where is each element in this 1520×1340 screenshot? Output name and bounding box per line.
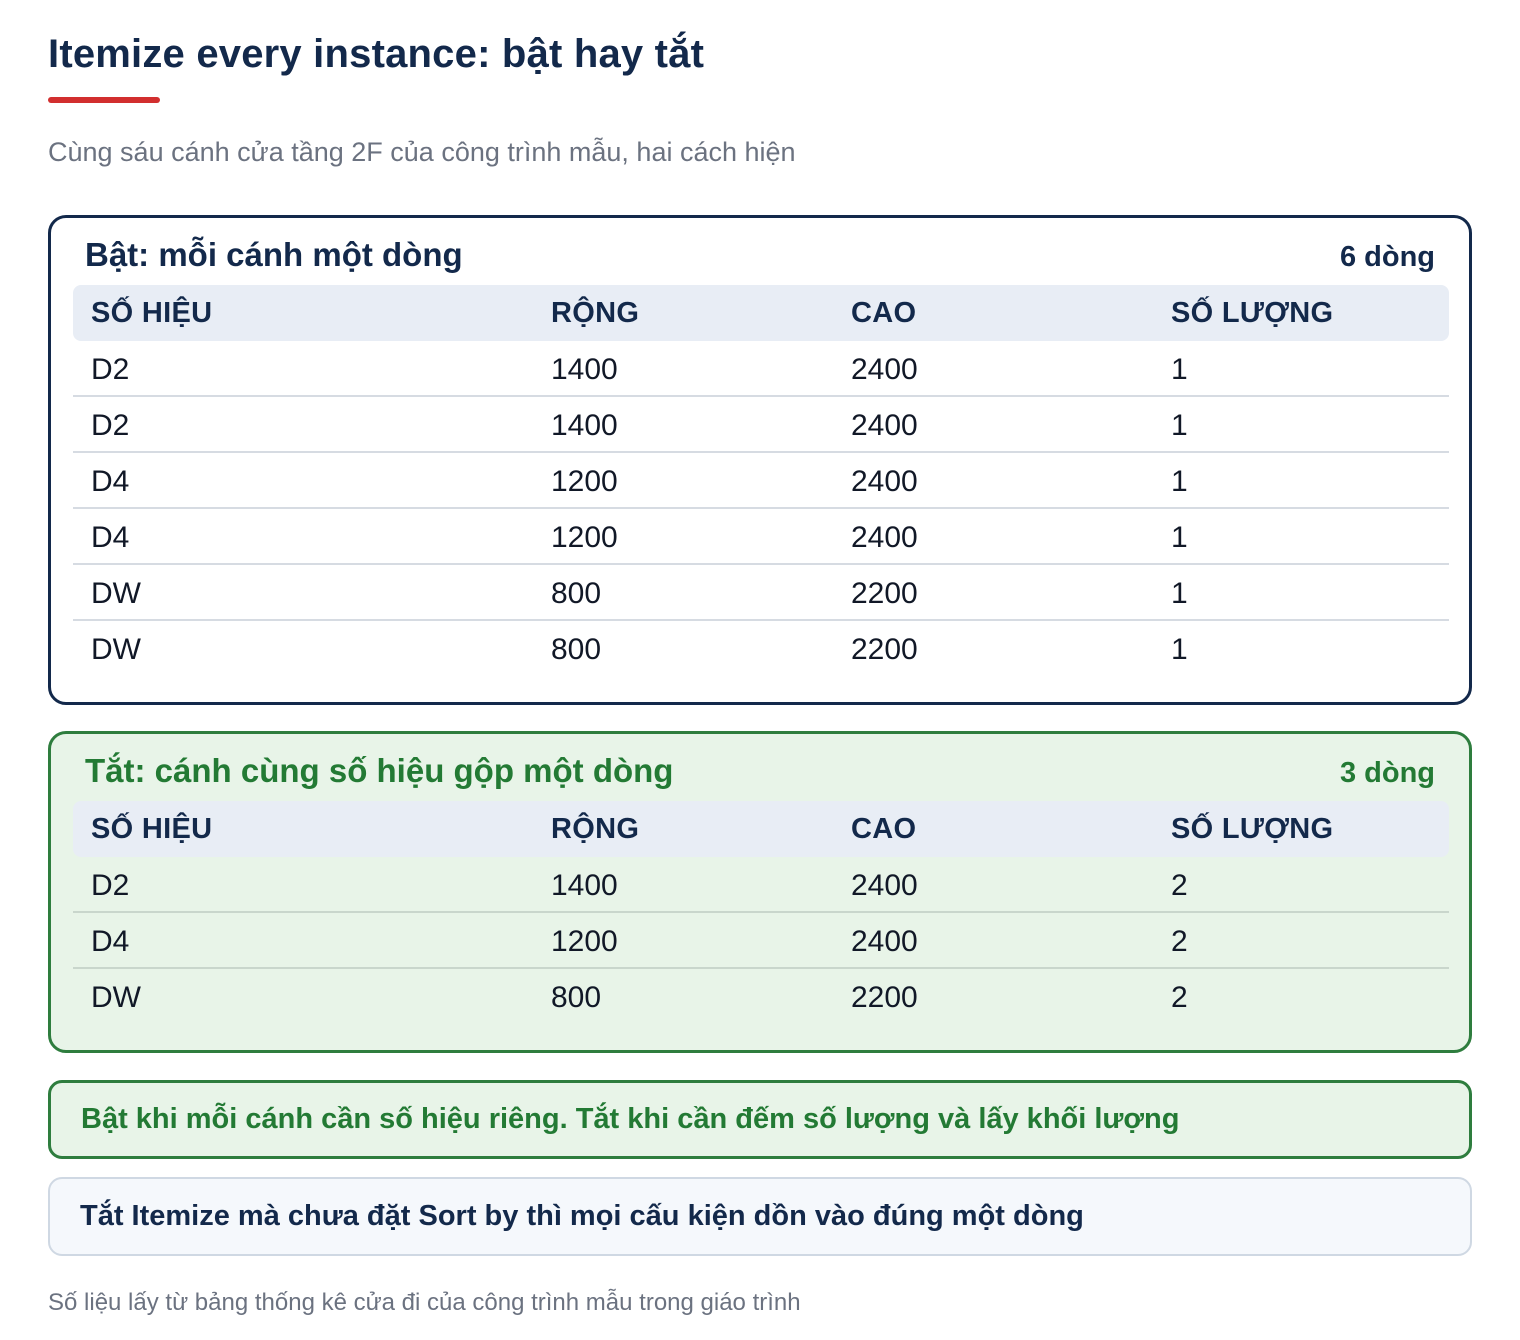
table-row [73, 857, 1449, 913]
cell-height: 2400 [851, 353, 918, 386]
table-row [73, 565, 1449, 621]
cell-count: 1 [1171, 353, 1188, 386]
table-row [73, 621, 1449, 677]
page-title: Itemize every instance: bật hay tắt [48, 32, 705, 76]
column-header-count: SỐ LƯỢNG [1171, 297, 1334, 329]
cell-height: 2400 [851, 869, 918, 902]
title-accent-bar [48, 97, 160, 103]
table-row [73, 397, 1449, 453]
cell-count: 2 [1171, 869, 1188, 902]
cell-height: 2400 [851, 521, 918, 554]
cell-width: 1200 [551, 925, 618, 958]
cell-height: 2400 [851, 465, 918, 498]
source-footnote: Số liệu lấy từ bảng thống kê cửa đi của công trình mẫu trong giáo trình [48, 1289, 801, 1316]
table-row [73, 913, 1449, 969]
cell-mark: DW [91, 633, 141, 666]
column-header-height: CAO [851, 297, 917, 329]
table-header [73, 801, 1449, 857]
cell-count: 1 [1171, 633, 1188, 666]
cell-width: 1200 [551, 465, 618, 498]
itemize-off-row-count: 3 dòng [1339, 757, 1435, 789]
cell-width: 800 [551, 577, 602, 610]
warning-note: Tắt Itemize mà chưa đặt Sort by thì mọi cấu kiện dồn vào đúng một dòng [48, 1177, 1472, 1256]
cell-mark: D2 [91, 409, 130, 442]
column-header-count: SỐ LƯỢNG [1171, 813, 1334, 845]
column-header-mark: SỐ HIỆU [91, 813, 213, 845]
page-subtitle: Cùng sáu cánh cửa tầng 2F của công trình mẫu, hai cách hiện [48, 137, 796, 167]
cell-width: 1400 [551, 353, 618, 386]
table-row [73, 509, 1449, 565]
cell-count: 2 [1171, 981, 1188, 1014]
column-header-mark: SỐ HIỆU [91, 297, 213, 329]
cell-width: 1400 [551, 409, 618, 442]
table-row [73, 969, 1449, 1025]
cell-count: 1 [1171, 577, 1188, 610]
usage-tip-note: Bật khi mỗi cánh cần số hiệu riêng. Tắt khi cần đếm số lượng và lấy khối lượng [48, 1080, 1472, 1159]
table-header [73, 285, 1449, 341]
cell-width: 800 [551, 981, 602, 1014]
cell-width: 800 [551, 633, 602, 666]
itemize-off-title: Tắt: cánh cùng số hiệu gộp một dòng [85, 752, 674, 789]
itemize-on-header [85, 234, 1435, 276]
cell-mark: DW [91, 981, 141, 1014]
cell-width: 1200 [551, 521, 618, 554]
cell-mark: D4 [91, 521, 130, 554]
cell-height: 2200 [851, 577, 918, 610]
table-row [73, 341, 1449, 397]
table-row [73, 453, 1449, 509]
cell-mark: D2 [91, 869, 130, 902]
cell-height: 2400 [851, 409, 918, 442]
cell-count: 2 [1171, 925, 1188, 958]
itemize-off-header [85, 750, 1435, 792]
column-header-width: RỘNG [551, 813, 640, 845]
cell-height: 2200 [851, 633, 918, 666]
cell-mark: D2 [91, 353, 130, 386]
column-header-height: CAO [851, 813, 917, 845]
itemize-off-table [73, 801, 1449, 1025]
column-header-width: RỘNG [551, 297, 640, 329]
itemize-on-table [73, 285, 1449, 677]
itemize-off-panel [48, 731, 1472, 1053]
cell-mark: D4 [91, 465, 130, 498]
cell-count: 1 [1171, 521, 1188, 554]
itemize-on-title: Bật: mỗi cánh một dòng [85, 236, 463, 273]
cell-count: 1 [1171, 465, 1188, 498]
itemize-on-row-count: 6 dòng [1339, 241, 1435, 273]
cell-width: 1400 [551, 869, 618, 902]
cell-mark: D4 [91, 925, 130, 958]
cell-height: 2400 [851, 925, 918, 958]
itemize-on-panel [48, 215, 1472, 705]
cell-height: 2200 [851, 981, 918, 1014]
cell-mark: DW [91, 577, 141, 610]
cell-count: 1 [1171, 409, 1188, 442]
